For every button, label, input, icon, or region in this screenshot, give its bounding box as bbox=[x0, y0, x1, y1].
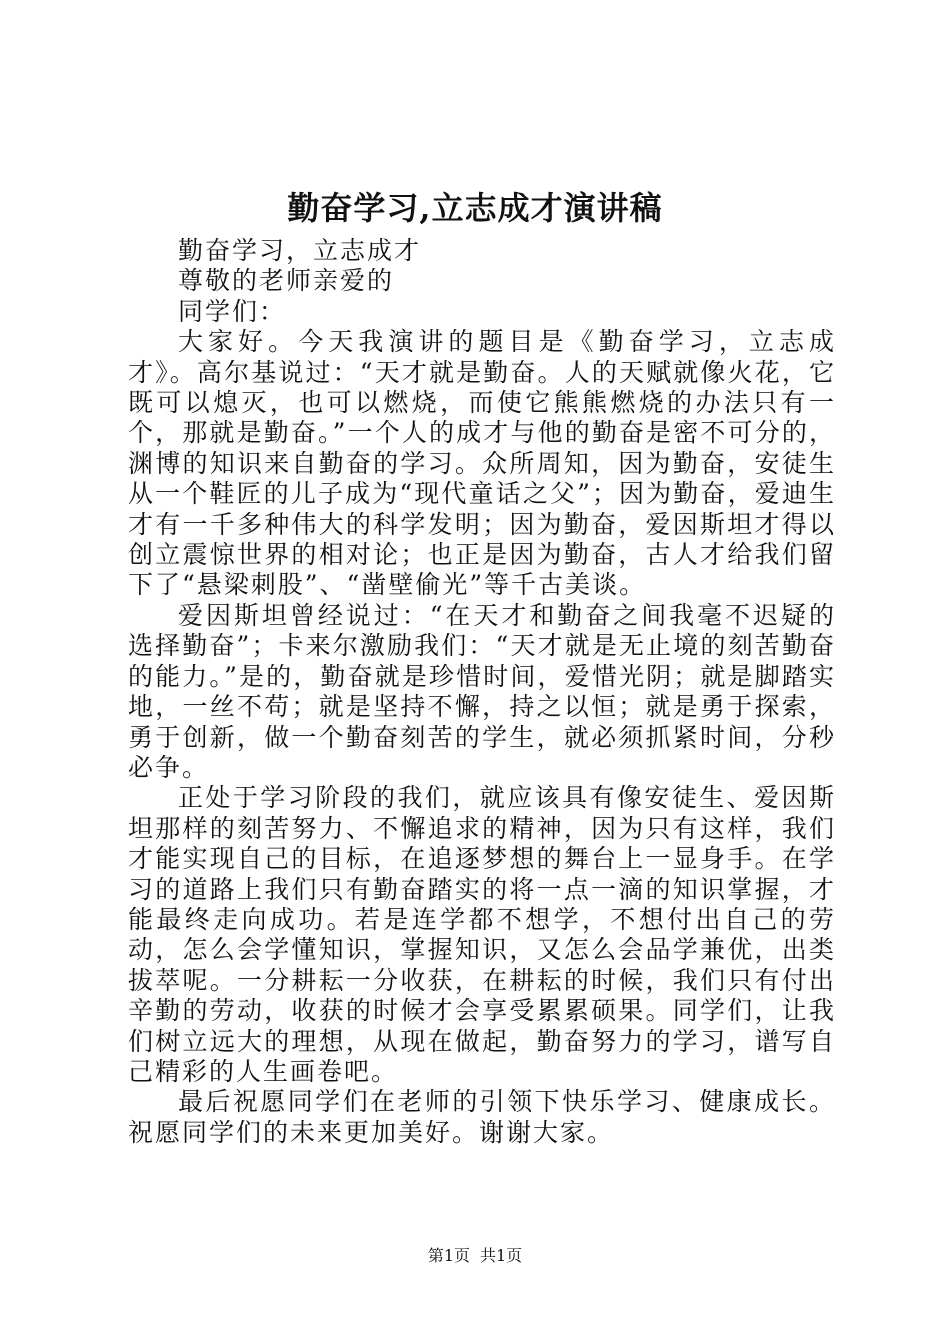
page-number: 第1页 bbox=[427, 1246, 470, 1265]
paragraph-body: 爱因斯坦曾经说过：“在天才和勤奋之间我毫不迟疑的选择勤奋”；卡来尔激励我们：“天才就是无止境的刻苦勤奋的能力。”是的，勤奋就是珍惜时间，爱惜光阴；就是脚踏实地，一丝不苟；就是坚持不懈，持之以恒；就是勇于探索，勇于创新，做一个勤奋刻苦的学生，就必须抓紧时间，分秒必争。 bbox=[128, 600, 836, 782]
page-total: 共1页 bbox=[480, 1246, 523, 1265]
page-footer bbox=[0, 1246, 950, 1266]
document-body bbox=[128, 236, 836, 1148]
document-title: 勤奋学习,立志成才演讲稿 bbox=[287, 189, 663, 227]
paragraph-salutation-cont: 同学们： bbox=[178, 296, 287, 326]
paragraph-closing: 最后祝愿同学们在老师的引领下快乐学习、健康成长。祝愿同学们的未来更加美好。谢谢大家。 bbox=[128, 1087, 836, 1147]
paragraph-subtitle: 勤奋学习，立志成才 bbox=[178, 236, 422, 265]
paragraph-body: 大家好。今天我演讲的题目是《勤奋学习，立志成才》。高尔基说过：“天才就是勤奋。人的天赋就像火花，它既可以熄灭，也可以燃烧，而使它熊熊燃烧的办法只有一个，那就是勤奋。”一个人的成才与他的勤奋是密不可分的，渊博的知识来自勤奋的学习。众所周知，因为勤奋，安徒生从一个鞋匠的儿子成为“现代童话之父”；因为勤奋，爱迪生才有一千多种伟大的科学发明；因为勤奋，爱因斯坦才得以创立震惊世界的相对论；也正是因为勤奋，古人才给我们留下了“悬梁刺股”、“凿壁偷光”等千古美谈。 bbox=[128, 327, 836, 600]
paragraph-body: 正处于学习阶段的我们，就应该具有像安徒生、爱因斯坦那样的刻苦努力、不懈追求的精神，因为只有这样，我们才能实现自己的目标，在追逐梦想的舞台上一显身手。在学习的道路上我们只有勤奋踏实的将一点一滴的知识掌握，才能最终走向成功。若是连学都不想学，不想付出自己的劳动，怎么会学懂知识，掌握知识，又怎么会品学兼优，出类拔萃呢。一分耕耘一分收获，在耕耘的时候，我们只有付出辛勤的劳动，收获的时候才会享受累累硕果。同学们，让我们树立远大的理想，从现在做起，勤奋努力的学习，谱写自己精彩的人生画卷吧。 bbox=[128, 783, 836, 1086]
paragraph-salutation: 尊敬的老师亲爱的 bbox=[178, 266, 395, 296]
